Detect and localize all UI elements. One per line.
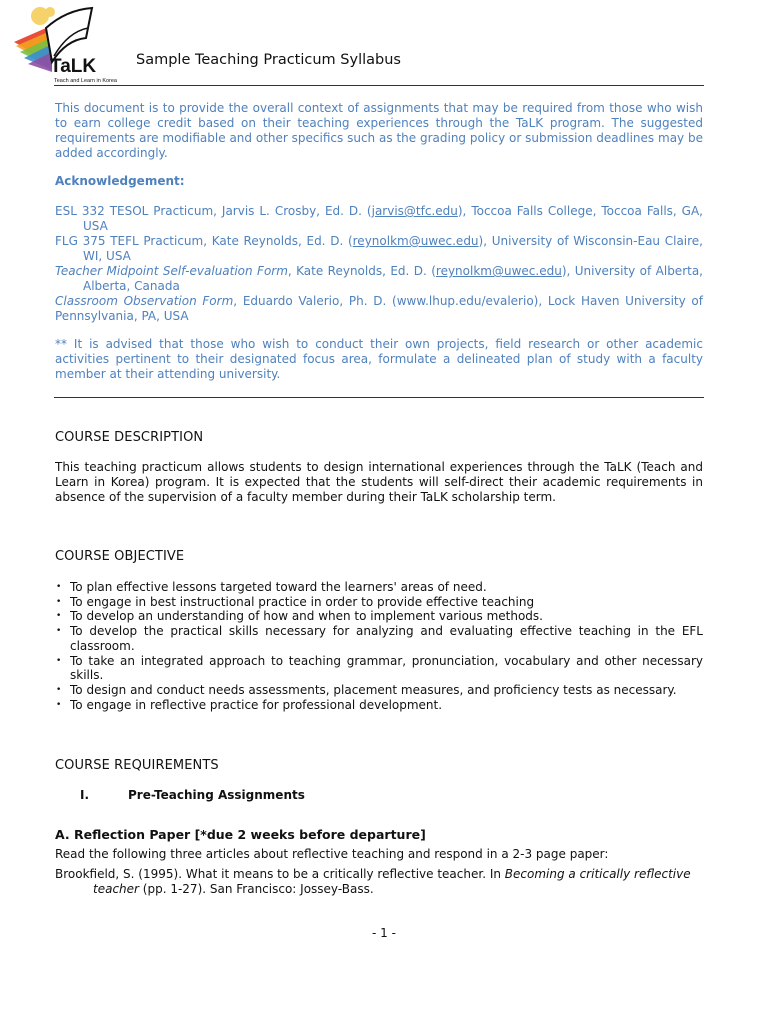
- bullet-icon: •: [56, 611, 62, 622]
- page-title: Sample Teaching Practicum Syllabus: [136, 52, 401, 68]
- bullet-icon: •: [56, 596, 62, 607]
- acknowledgement-heading: Acknowledgement:: [55, 174, 185, 188]
- bullet-icon: •: [56, 684, 62, 695]
- course-description-heading: COURSE DESCRIPTION: [55, 430, 204, 445]
- bullet-icon: •: [56, 582, 62, 592]
- section-number: I.: [80, 788, 90, 802]
- list-item: • To plan effective lessons targeted toward the learners' areas of need.: [56, 580, 487, 594]
- course-objective-heading: COURSE OBJECTIVE: [55, 549, 185, 564]
- logo-text: TaLK: [50, 56, 97, 77]
- acknowledgement-list: [55, 204, 703, 324]
- bullet-icon: •: [56, 699, 62, 710]
- list-item: • To develop the practical skills necessary for analyzing and evaluating effective teaching in the EFL classroom.: [56, 624, 703, 653]
- section-heading: [80, 788, 305, 802]
- email-link[interactable]: reynolkm@uwec.edu: [352, 234, 479, 248]
- logo-tagline: Teach and Learn in Korea: [54, 78, 117, 84]
- objective-list: [55, 580, 703, 712]
- acknowledgement-item: FLG 375 TEFL Practicum, Kate Reynolds, Ed. D. (reynolkm@uwec.edu), University of Wisconsin-Eau Claire, WI, USA: [55, 234, 703, 263]
- acknowledgement-item: Teacher Midpoint Self-evaluation Form, Kate Reynolds, Ed. D. (reynolkm@uwec.edu), University of Alberta, Alberta, Canada: [55, 264, 703, 293]
- bullet-icon: •: [56, 626, 62, 637]
- advisory-note: ** It is advised that those who wish to conduct their own projects, field research or other academic activities pertinent to their designated focus area, formulate a delineated plan of study with a faculty member at their attending university.: [55, 337, 703, 381]
- email-link[interactable]: reynolkm@uwec.edu: [435, 264, 562, 278]
- talk-logo: [6, 2, 118, 86]
- bullet-icon: •: [56, 655, 62, 666]
- reflection-paper-description: Read the following three articles about reflective teaching and respond in a 2-3 page paper:: [55, 847, 609, 861]
- list-item: • To design and conduct needs assessments, placement measures, and proficiency tests as necessary.: [56, 682, 677, 697]
- list-item: • To engage in reflective practice for professional development.: [56, 697, 443, 712]
- list-item: • To take an integrated approach to teaching grammar, pronunciation, vocabulary and other necessary skills.: [56, 653, 703, 683]
- intro-paragraph: This document is to provide the overall context of assignments that may be required from those who wish to earn college credit based on their teaching experiences through the TaLK program. The suggested requirements are modifiable and other specifics such as the grading policy or submission deadlines may be added accordingly.: [55, 101, 703, 160]
- course-requirements-heading: COURSE REQUIREMENTS: [55, 758, 219, 773]
- list-item: • To engage in best instructional practice in order to provide effective teaching: [56, 594, 535, 609]
- course-description-text: This teaching practicum allows students to design international experiences through the TaLK (Teach and Learn in Korea) program. It is expected that the students will self-direct their academic requirements in absence of the supervision of a faculty member during their TaLK scholarship term.: [55, 460, 703, 504]
- acknowledgement-item: ESL 332 TESOL Practicum, Jarvis L. Crosby, Ed. D. (jarvis@tfc.edu), Toccoa Falls College, Toccoa Falls, GA, USA: [55, 204, 703, 233]
- reference-entry: Brookfield, S. (1995). What it means to be a critically reflective teacher. In Becoming a critically reflective teacher (pp. 1-27). San Francisco: Jossey-Bass.: [55, 867, 691, 896]
- page-number: - 1 -: [372, 926, 396, 940]
- section-title: Pre-Teaching Assignments: [128, 788, 305, 802]
- reflection-paper-heading: A. Reflection Paper [*due 2 weeks before departure]: [55, 827, 426, 842]
- section-divider: [54, 397, 704, 398]
- header-divider: [54, 85, 704, 86]
- list-item: • To develop an understanding of how and when to implement various methods.: [56, 609, 543, 624]
- acknowledgement-item: Classroom Observation Form, Eduardo Valerio, Ph. D. (www.lhup.edu/evalerio), Lock Haven University of Pennsylvania, PA, USA: [55, 294, 703, 323]
- email-link[interactable]: jarvis@tfc.edu: [371, 204, 458, 218]
